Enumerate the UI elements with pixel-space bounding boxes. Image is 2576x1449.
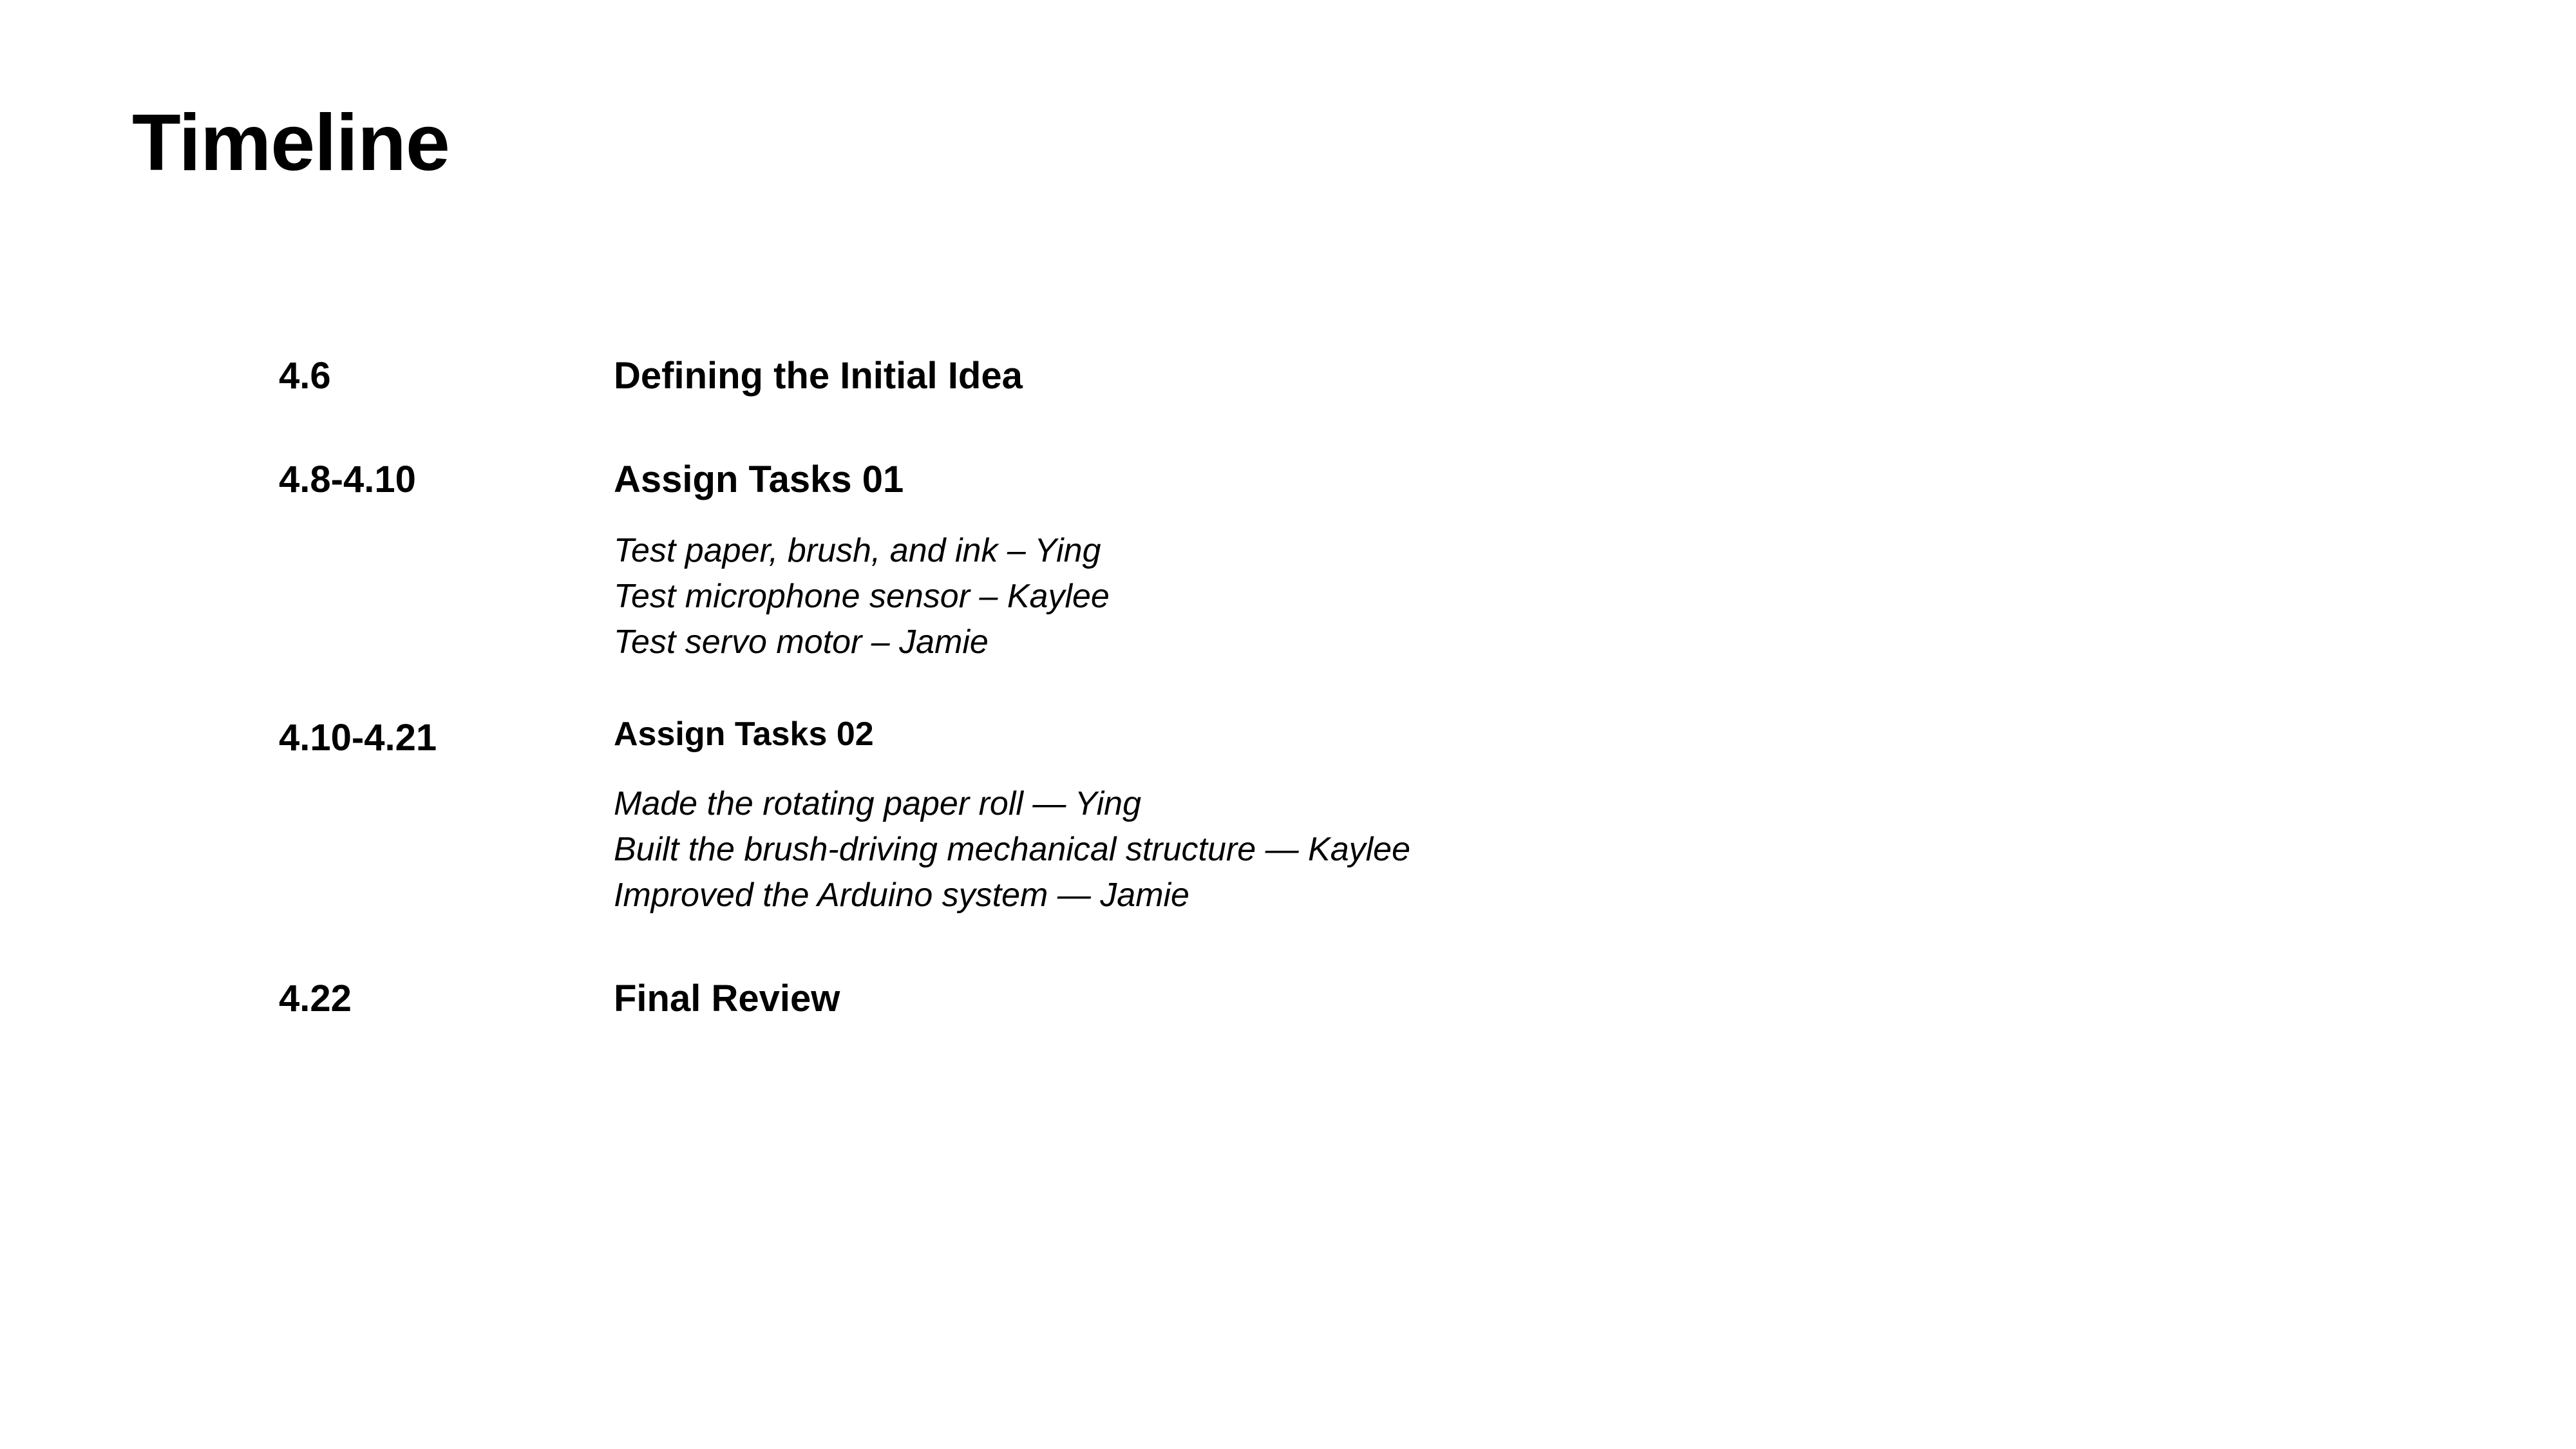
timeline-heading: Assign Tasks 01 — [614, 459, 904, 500]
slide-title: Timeline — [132, 99, 450, 187]
timeline-heading: Assign Tasks 02 — [614, 715, 874, 753]
task-item: Test paper, brush, and ink – Ying — [614, 532, 1101, 569]
task-item: Test servo motor – Jamie — [614, 623, 989, 661]
task-item: Made the rotating paper roll — Ying — [614, 785, 1142, 822]
timeline-date: 4.22 — [279, 978, 352, 1019]
task-item: Built the brush-driving mechanical structure — Kaylee — [614, 831, 1411, 868]
timeline-date: 4.6 — [279, 355, 331, 397]
task-item: Improved the Arduino system — Jamie — [614, 876, 1189, 914]
task-item: Test microphone sensor – Kaylee — [614, 578, 1110, 615]
timeline-heading: Final Review — [614, 978, 840, 1019]
timeline-heading: Defining the Initial Idea — [614, 355, 1023, 397]
timeline-date: 4.8-4.10 — [279, 459, 416, 500]
timeline-date: 4.10-4.21 — [279, 717, 437, 759]
task-list — [614, 528, 1110, 665]
task-list — [614, 781, 1410, 918]
